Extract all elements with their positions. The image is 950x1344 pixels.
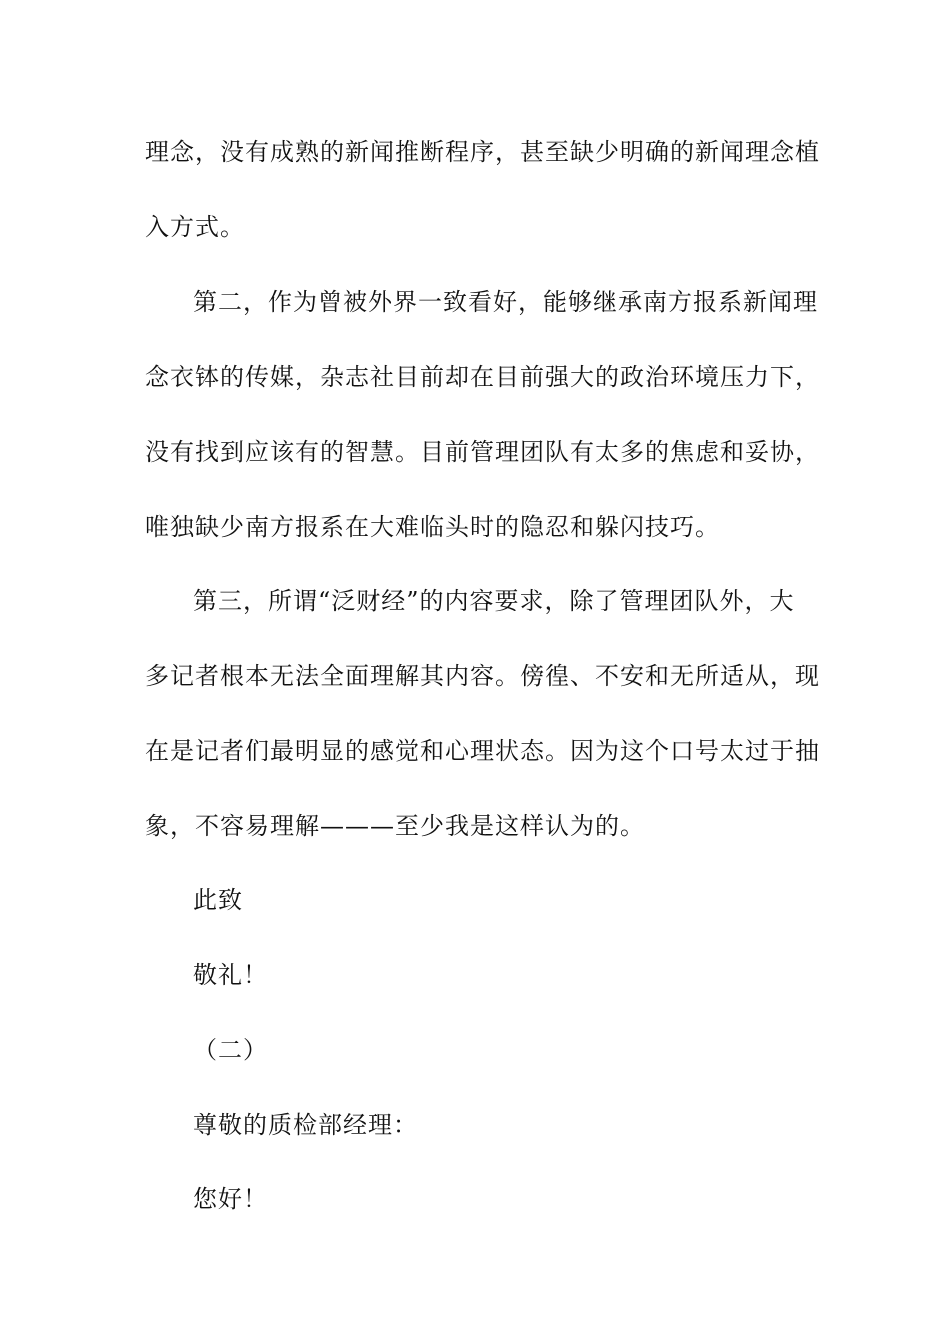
greeting-line: 您好！ (193, 1185, 268, 1213)
paragraph-line: 理念，没有成熟的新闻推断程序，甚至缺少明确的新闻理念植 (145, 138, 820, 166)
paragraph-line: 第二，作为曾被外界一致看好，能够继承南方报系新闻理 (193, 288, 818, 316)
paragraph-line: 第三，所谓“泛财经”的内容要求，除了管理团队外，大 (193, 587, 795, 615)
paragraph-line: 在是记者们最明显的感觉和心理状态。因为这个口号太过于抽 (145, 737, 820, 765)
paragraph-line: 象，不容易理解———至少我是这样认为的。 (145, 812, 645, 840)
salutation-line: 敬礼！ (193, 961, 268, 989)
greeting-line: 尊敬的质检部经理： (193, 1111, 418, 1139)
section-heading: （二） (193, 1036, 268, 1064)
paragraph-line: 没有找到应该有的智慧。目前管理团队有太多的焦虑和妥协， (145, 438, 820, 466)
paragraph-line: 唯独缺少南方报系在大难临头时的隐忍和躲闪技巧。 (145, 513, 720, 541)
paragraph-line: 念衣钵的传媒，杂志社目前却在目前强大的政治环境压力下， (145, 363, 820, 391)
paragraph-line: 多记者根本无法全面理解其内容。傍徨、不安和无所适从，现 (145, 662, 820, 690)
closing-line: 此致 (193, 886, 243, 914)
paragraph-line: 入方式。 (145, 213, 245, 241)
